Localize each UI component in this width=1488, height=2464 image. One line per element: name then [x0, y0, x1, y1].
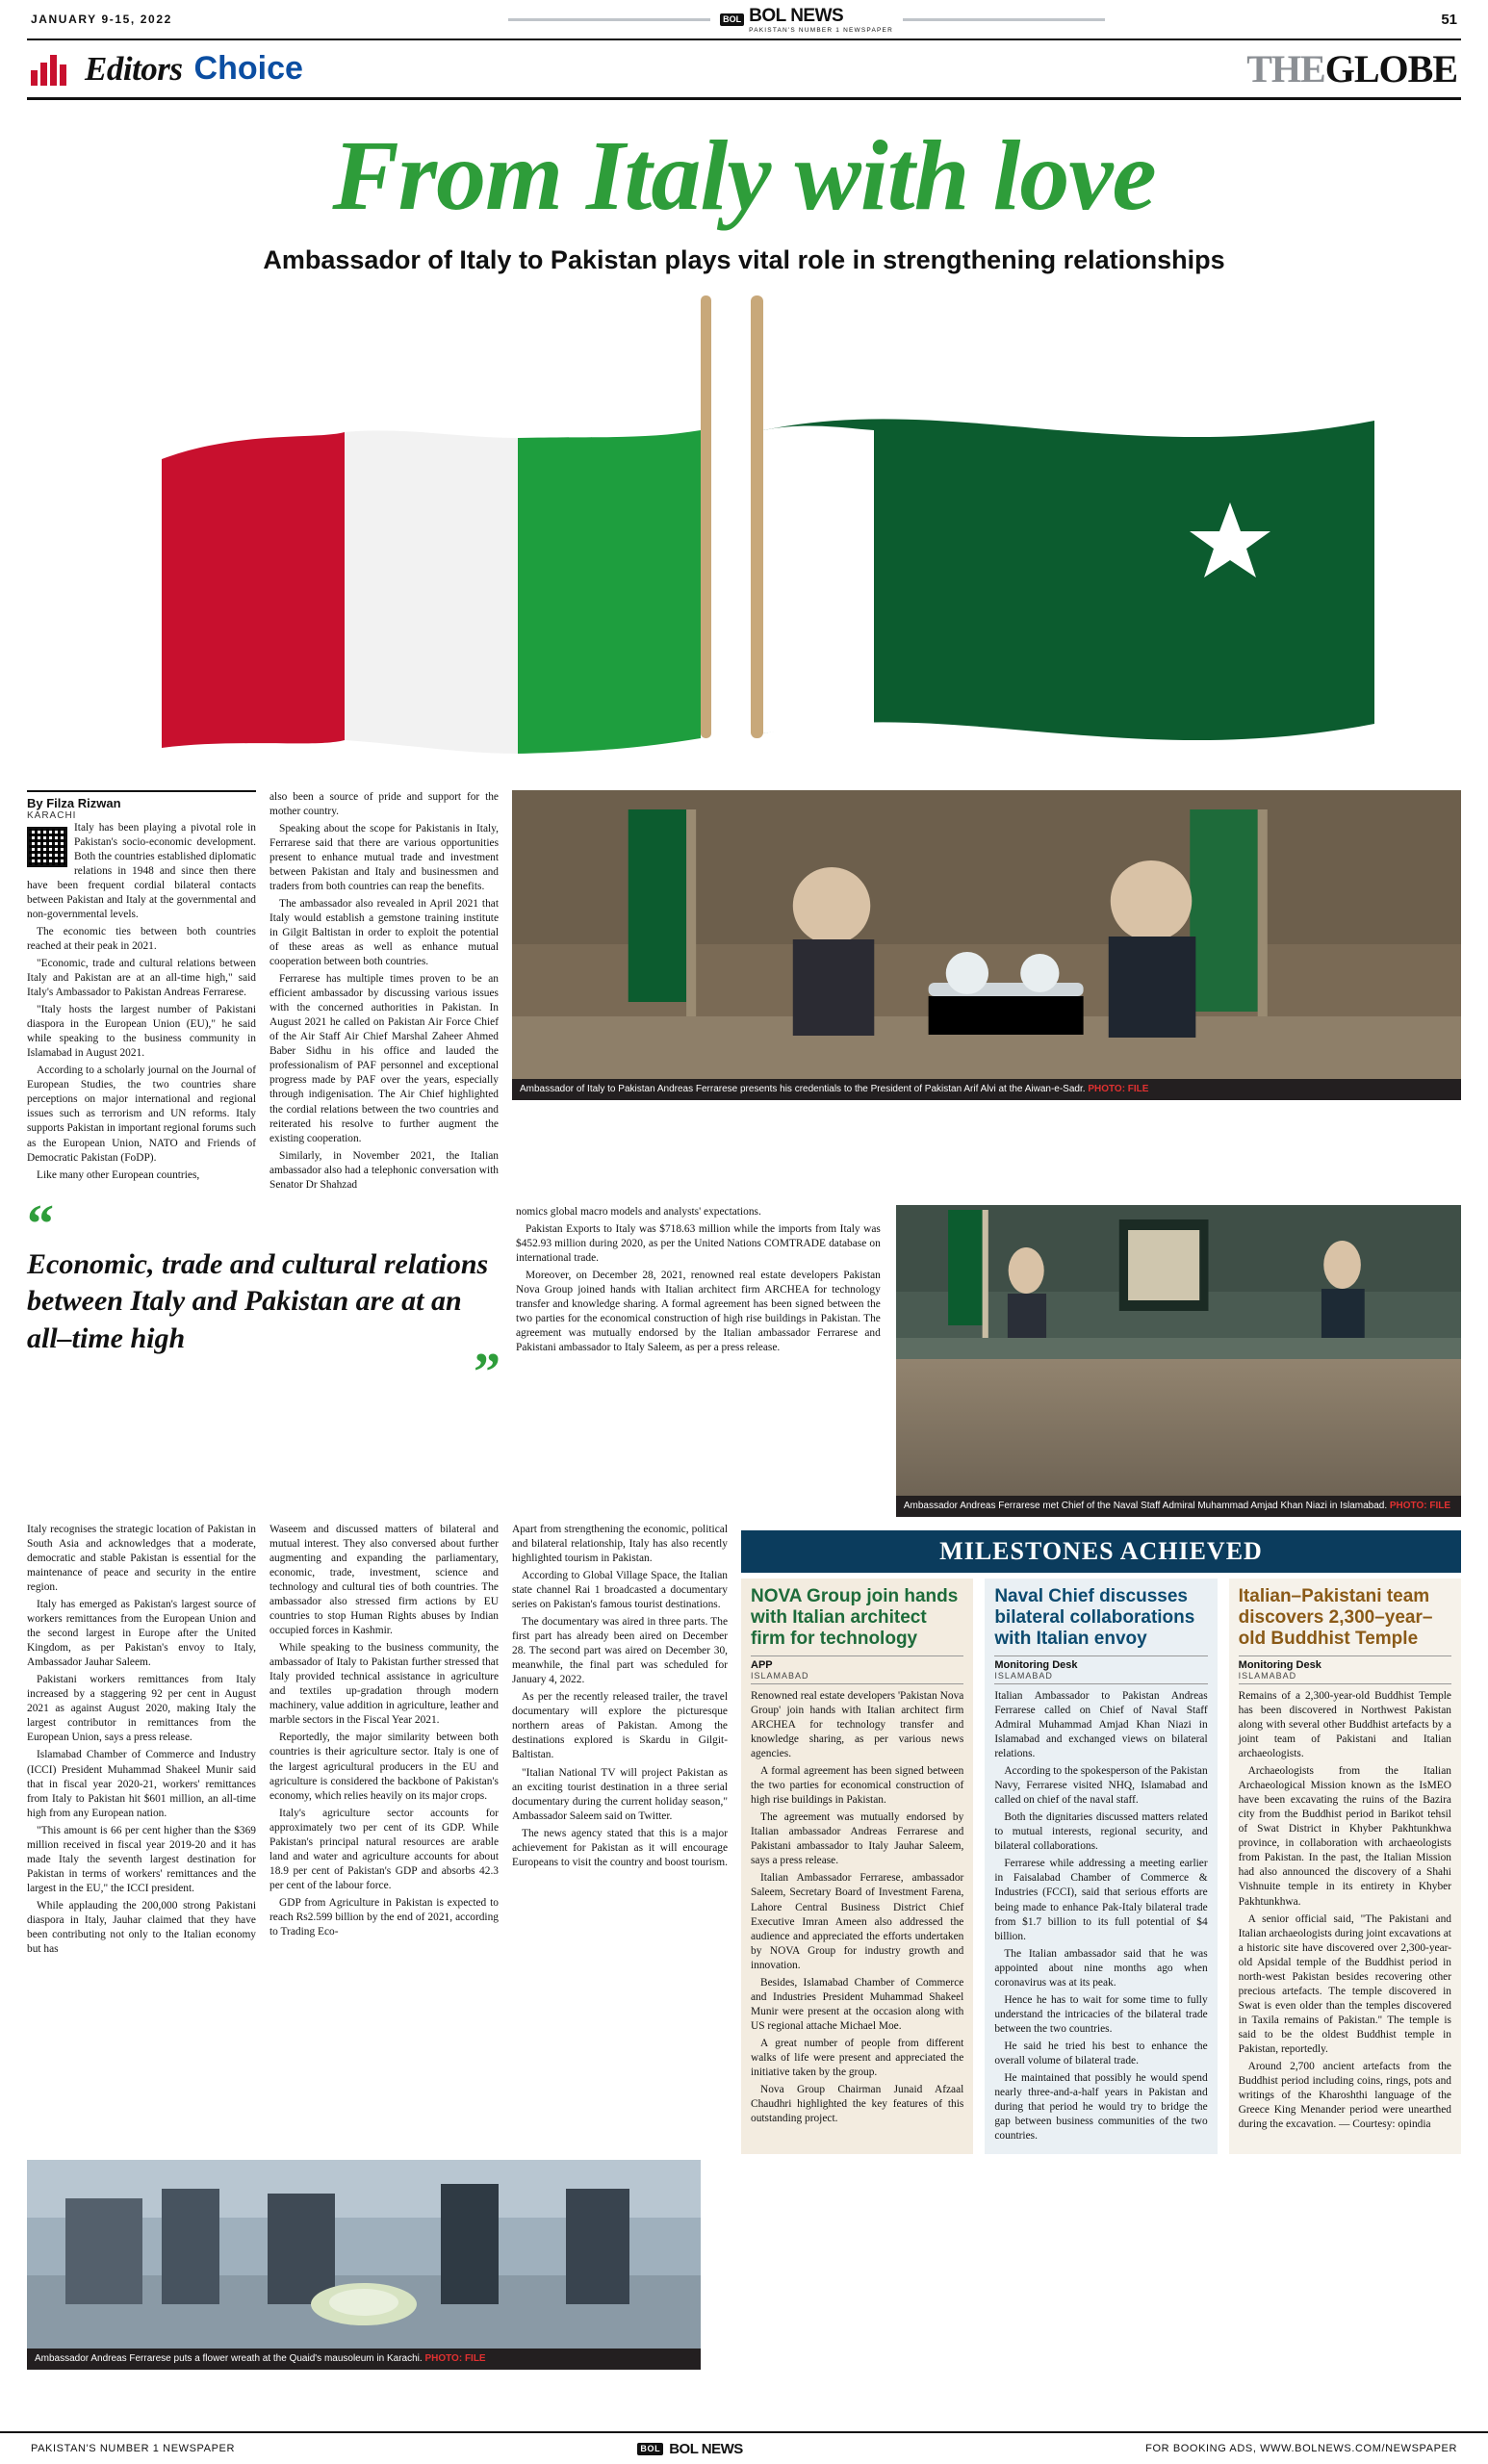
- story-column-1: [27, 790, 256, 1195]
- paragraph: Renowned real estate developers 'Pakistan Nova Group' join hands with Italian architect firm ARCHEA for technology transfer and knowledge sharing, as per various news agencies.: [751, 1689, 964, 1760]
- milestone-title: Italian–Pakistani team discovers 2,300–year–old Buddhist Temple: [1238, 1585, 1433, 1649]
- caption-text: Ambassador Andreas Ferrarese puts a flower wreath at the Quaid's mausoleum in Karachi.: [35, 2353, 423, 2365]
- photo-block-3: [27, 2160, 701, 2370]
- bol-badge: BOL: [720, 13, 744, 26]
- byline: [27, 790, 256, 821]
- photo-wreath-mausoleum: [27, 2160, 701, 2348]
- bol-wordmark-footer: BOL NEWS: [669, 2440, 743, 2457]
- paragraph: nomics global macro models and analysts' expectations.: [516, 1205, 761, 1218]
- bolnews-logo: [720, 6, 893, 34]
- paragraph: Islamabad Chamber of Commerce and Industry (ICCI) President Muhammad Shakeel Munir said that in fiscal year 2020-21, workers' remittances from Italy to Pakistan hit $601 million, an all-time high from any European nation.: [27, 1749, 256, 1819]
- pullquote-block: [27, 1194, 500, 1517]
- page-footer: [0, 2431, 1488, 2464]
- paragraph: The news agency stated that this is a major achievement for Pakistan as it will encourage Europeans to visit the country and boost tourism.: [512, 1827, 728, 1868]
- paragraph: The agreement was mutually endorsed by Italian ambassador Andreas Ferrarese and Pakistani ambassador to Italy Jauhar Saleem, says a press release.: [751, 1811, 964, 1867]
- paragraph: Italy has been playing a pivotal role in Pakistan's socio-economic development. Both the countries established diplomatic relations in 1948 and since then there have been frequent cordial bilateral contacts between Pakistan and Italy at the governmental and non-governmental levels.: [27, 821, 256, 920]
- milestone-card-naval: [985, 1578, 1217, 2155]
- top-bar: [27, 0, 1461, 40]
- milestone-title: NOVA Group join hands with Italian architect firm for technology: [751, 1585, 959, 1649]
- paragraph: Besides, Islamabad Chamber of Commerce and Industries President Muhammad Shakeel Munir were present at the occasion along with US regional attache Michael Moe.: [751, 1976, 964, 2032]
- footer-right: FOR BOOKING ADS, WWW.BOLNEWS.COM/NEWSPAPER: [1145, 2443, 1457, 2454]
- paragraph: A formal agreement has been signed between the two parties for economical construction of high rise buildings in Pakistan.: [751, 1765, 964, 1807]
- section-title-choice: Choice: [193, 50, 303, 87]
- photo-block-2: [896, 1205, 1461, 1517]
- caption-credit: PHOTO: FILE: [1389, 1500, 1451, 1511]
- section-title-editors: Editors: [85, 49, 183, 88]
- caption-text: Ambassador of Italy to Pakistan Andreas Ferrarese presents his credentials to the President of Pakistan Arif Alvi at the Aiwan-e-Sadr.: [520, 1083, 1086, 1094]
- photo-naval-chief-meeting: [896, 1205, 1461, 1496]
- story-top: [27, 790, 1461, 1195]
- milestone-source: [751, 1656, 963, 1684]
- top-bar-center: [172, 6, 1441, 34]
- paragraph: He said he tried his best to enhance the overall volume of bilateral trade.: [994, 2040, 1208, 2066]
- paragraph: The documentary was aired in three parts. The first part has already been aired on December 28. The second part was aired on December 30, meanwhile, the final part was scheduled for January 4, 2022.: [512, 1616, 728, 1686]
- headline-block: [27, 100, 1461, 278]
- source-name: Monitoring Desk: [1238, 1658, 1321, 1671]
- section-masthead: [27, 40, 1461, 100]
- footer-left: PAKISTAN'S NUMBER 1 NEWSPAPER: [31, 2443, 236, 2454]
- page-number: 51: [1441, 11, 1457, 28]
- story2-column-3: [512, 1523, 728, 2155]
- caption-credit: PHOTO: FILE: [424, 2353, 486, 2365]
- bottom-row: [27, 2160, 1461, 2370]
- paragraph: GDP from Agriculture in Pakistan is expected to reach Rs2.599 billion by the end of 2021, according to Trading Eco-: [269, 1896, 499, 1938]
- paragraph: Italian Ambassador Ferrarese, ambassador Saleem, Secretary Board of Investment Farena, Lahore Central Business District Chief Executive Imran Ameen also addressed the audience and appreciated the efforts undertaken by NOVA Group for industry growth and innovation.: [751, 1872, 964, 1971]
- paragraph: As per the recently released trailer, the travel documentary will explore the picturesque northern areas of Pakistan. Among the destinations explored is Skardu in Gilgit-Baltistan.: [512, 1691, 728, 1761]
- rule-right: [903, 18, 1105, 21]
- paragraph: According to a scholarly journal on the Journal of European Studies, the two countries share perceptions on major international and regional issues such as terrorism and UN reforms. Italy supports Pakistan in important regional forums such as the European Union, NATO and Friends of Democratic Pakistan (FoDP).: [27, 1065, 256, 1164]
- story2-column-1: [27, 1523, 256, 2155]
- caption-text: Ambassador Andreas Ferrarese met Chief of the Naval Staff Admiral Muhammad Amjad Khan Niazi in Islamabad.: [903, 1500, 1388, 1511]
- paragraph: Reportedly, the major similarity between both countries is their agriculture sector. Italy is one of the largest agricultural producers in the EU and agriculture is considered the backbone of Pakistan's economy, which relies heavily on its major crops.: [269, 1732, 499, 1802]
- source-city: ISLAMABAD: [1238, 1670, 1297, 1681]
- source-name: Monitoring Desk: [994, 1658, 1078, 1671]
- story-continued: [27, 1523, 1461, 2155]
- bol-wordmark: BOL NEWS: [749, 5, 844, 26]
- paragraph: "Italy hosts the largest number of Pakistani diaspora in the European Union (EU)," he said while speaking to the business community in Islamabad in August 2021.: [27, 1004, 256, 1060]
- rule-left: [508, 18, 710, 21]
- pullquote-row: [27, 1194, 1461, 1517]
- milestones-columns: [741, 1578, 1461, 2155]
- masthead-left: [31, 50, 303, 89]
- paragraph: Hence he has to wait for some time to fully understand the intricacies of the bilateral trade between the two countries.: [994, 1993, 1208, 2035]
- photo-art-1: [512, 790, 1461, 1079]
- paragraph: Pakistani workers remittances from Italy increased by a staggering 92 per cent in August 2021 as against August 2020, making Italy the largest contributor in remittances from the European Union, says a press release.: [27, 1674, 256, 1744]
- flags-svg: [27, 286, 1461, 786]
- milestone-card-nova: [741, 1578, 973, 2155]
- paragraph: Ferrarese has multiple times proven to be an efficient ambassador by discussing various issues with the concerned authorities in Pakistan. In August 2021 he called on Pakistan Air Force Chief of the Air Staff Air Chief Marshal Zaheer Ahmed Baber Sidhu in his office and lauded the professionalism of PAF personnel and exceptional progress made by PAF over the years, especially through indigenisation. The Air Chief highlighted the cordial relations between the two countries and reiterated his resolve to further augment the existing cooperation.: [269, 973, 499, 1144]
- paragraph: Archaeologists from the Italian Archaeological Mission known as the IsMEO have been excavating the ruins of the Bazira city from the Buddhist period in Barikot tehsil of Swat District in Khyber Pakhtunkhwa province, in collaboration with archaeologists from Pakistan. In the past, the Italian Mission had also announced the discovery of a Shahi Vishnuite temple in its entirety in Khyber Pakhtunkhwa.: [1238, 1765, 1451, 1908]
- globe-the: THE: [1246, 47, 1325, 90]
- paragraph: Like many other European countries,: [37, 1168, 200, 1181]
- paragraph: The ambassador also revealed in April 2021 that Italy would establish a gemstone training institute in Gilgit Baltistan in order to exploit the potential of these areas as well as enhance mutual cooperation between both countries.: [269, 897, 499, 968]
- paragraph: While applauding the 200,000 strong Pakistani diaspora in Italy, Jauhar claimed that they have been contributing not only to the Italian economy but has: [27, 1899, 256, 1956]
- paragraph: Apart from strengthening the economic, political and bilateral relationship, Italy has also recently highlighted tourism in Pakistan.: [512, 1523, 728, 1564]
- photo-caption-2: [896, 1496, 1461, 1517]
- flags-illustration: [27, 286, 1461, 786]
- paragraph: Italy recognises the strategic location of Pakistan in South Asia and acknowledges that a moderate, democratic and stable Pakistan is essential for the maintenance of peace and security in the entire region.: [27, 1523, 256, 1593]
- photo-art-3: [27, 2160, 701, 2348]
- footer-logo: [637, 2441, 742, 2457]
- photo-caption-1: [512, 1079, 1461, 1100]
- quote-close-icon: ”: [474, 1342, 500, 1402]
- paragraph: According to the spokesperson of the Pakistan Navy, Ferrarese visited NHQ, Islamabad and called on chief of the naval staff.: [994, 1765, 1208, 1807]
- paragraph: The economic ties between both countries reached at their peak in 2021.: [27, 925, 256, 952]
- milestones-title: MILESTONES ACHIEVED: [741, 1530, 1461, 1573]
- paragraph: Nova Group Chairman Junaid Afzaal Chaudhri highlighted the key features of this outstanding project.: [751, 2084, 964, 2125]
- paragraph: A senior official said, "The Pakistani and Italian archaeologists during joint excavations at a historic site have discovered over 2,300-year-old Apsidal temple of the Buddhist period in north-west Pakistan besides recovering other precious artefacts. The temple discovered in Swat is even older than the temples discovered in Taxila remains of Pakistan." The temple is said to be the oldest Buddhist temple in Pakistan, reportedly.: [1238, 1912, 1451, 2055]
- paragraph: Ferrarese while addressing a meeting earlier in Faisalabad Chamber of Commerce & Industries (FCCI), said that serious efforts are being made to enhance Pak-Italy bilateral trade from $1.7 billion to its full potential of $4 billion.: [994, 1858, 1208, 1942]
- caption-credit: PHOTO: FILE: [1088, 1083, 1149, 1094]
- milestones-section: [741, 1523, 1461, 2155]
- photo-block-1: [512, 790, 1461, 1195]
- story-column-2: [269, 790, 499, 1195]
- paragraph: Italy has emerged as Pakistan's largest source of workers remittances from the European Union and the second largest in Europe after the United Kingdom, as per Pakistan's envoy to Italy, Ambassador Jauhar Saleem.: [27, 1599, 256, 1669]
- source-name: APP: [751, 1658, 773, 1671]
- pullquote-text: Economic, trade and cultural relations between Italy and Pakistan are at an all–time high: [27, 1247, 489, 1354]
- page-title: From Italy with love: [332, 120, 1156, 231]
- quote-open-icon: “: [27, 1194, 54, 1254]
- bol-tagline: PAKISTAN'S NUMBER 1 NEWSPAPER: [749, 26, 893, 34]
- globe-word: GLOBE: [1324, 47, 1457, 90]
- photo-caption-3: [27, 2348, 701, 2370]
- paragraph: Waseem and discussed matters of bilateral and mutual interest. They also conversed about further augmenting and expanding the parliamentary, economic, trade, investment, science and technology and cultural ties of both countries. The ambassador also stressed firm actions by EU countries to stop Human Rights abuses by Indian occupied forces in Kashmir.: [269, 1523, 499, 1637]
- source-city: ISLAMABAD: [994, 1670, 1053, 1681]
- paragraph: A great number of people from different walks of life were present and appreciated the initiative taken by the group.: [751, 2037, 964, 2079]
- byline-city: KARACHI: [27, 809, 77, 821]
- photo-art-2: [896, 1205, 1461, 1359]
- bol-badge-footer: BOL: [637, 2443, 663, 2455]
- paragraph: Both the dignitaries discussed matters related to mutual interests, regional security, and bilateral collaborations.: [994, 1811, 1208, 1853]
- milestone-source: [994, 1656, 1207, 1684]
- photo-credentials-ceremony: [512, 790, 1461, 1079]
- paragraph: also been a source of pride and support for the mother country.: [269, 790, 499, 817]
- byline-author: By Filza Rizwan: [27, 795, 121, 810]
- paragraph: "Economic, trade and cultural relations between Italy and Pakistan are at an all-time high," said Italy's Ambassador to Pakistan Andreas Ferrarese.: [27, 957, 256, 999]
- paragraph: Moreover, on December 28, 2021, renowned real estate developers Pakistan Nova Group joined hands with Italian architect firm ARCHEA for technology transfer and knowledge sharing. A formal agreement has been signed between the two parties for the economical construction of high rise buildings in Pakistan. The agreement was mutually endorsed by the Italian ambassador Ferrarese and Pakistani ambassador to Italy Saleem, as per a press release.: [516, 1269, 881, 1354]
- paragraph: Around 2,700 ancient artefacts from the Buddhist period including coins, rings, pots and writings of the Kharoshthi language of the Greece King Menander period were unearthed during the excavation. — Courtesy: opindia: [1238, 2061, 1451, 2131]
- paragraph: He maintained that possibly he would spend nearly three-and-a-half years in Pakistan and during that period he would try to bridge the gap between business communities of the two countries.: [994, 2072, 1208, 2143]
- paragraph: Remains of a 2,300-year-old Buddhist Temple has been discovered in Northwest Pakistan along with several other Buddhist artefacts by a joint team of Pakistani and Italian archaeologists.: [1238, 1689, 1451, 1760]
- milestone-card-temple: [1229, 1578, 1461, 2155]
- issue-date: JANUARY 9-15, 2022: [31, 13, 172, 26]
- paragraph: The Italian ambassador said that he was appointed about nine months ago when coronavirus was at its peak.: [994, 1947, 1208, 1989]
- paragraph: Pakistan Exports to Italy was $718.63 million while the imports from Italy was $452.93 million during 2020, as per the United Nations COMTRADE database on international trade.: [516, 1222, 881, 1264]
- paragraph: Speaking about the scope for Pakistanis in Italy, Ferrarese said that there are various opportunities present to enhance mutual trade and investment between Pakistan and Italy and businessmen and traders from both countries can reap the benefits.: [269, 822, 499, 892]
- story2-column-2: [269, 1523, 499, 2155]
- paragraph: "Italian National TV will project Pakistan as an exciting tourist destination in a three serial documentary during the current holiday season," Ambassador Saleem said on Twitter.: [512, 1766, 728, 1822]
- paragraph: Italian Ambassador to Pakistan Andreas Ferrarese called on Chief of Naval Staff Admiral Muhammad Amjad Khan Niazi in Islamabad and exchanged views on bilateral relations.: [994, 1689, 1208, 1760]
- milestone-title: Naval Chief discusses bilateral collaborations with Italian envoy: [994, 1585, 1195, 1649]
- paragraph: While speaking to the business community, the ambassador of Italy to Pakistan further stressed that Italy provided technical assistance in agriculture and textiles up-gradation through modern machinery, value addition in agriculture, leather and marble sectors in the Fiscal Year 2021.: [269, 1642, 499, 1727]
- milestone-source: [1239, 1656, 1451, 1684]
- paragraph: Similarly, in November 2021, the Italian ambassador also had a telephonic conversation with Senator Dr Shahzad: [269, 1149, 499, 1191]
- page-subtitle: Ambassador of Italy to Pakistan plays vital role in strengthening relationships: [263, 245, 1225, 275]
- qr-code: [27, 827, 67, 867]
- paragraph: "This amount is 66 per cent higher than the $369 million received in fiscal year 2019-20 and it has made Italy the seventh largest destination for Pakistan in terms of workers' remittances and the largest in the EU," the ICCI president.: [27, 1824, 256, 1894]
- story-col3-top: [516, 1205, 881, 1517]
- paragraph: Italy's agriculture sector accounts for approximately two per cent of its GDP. While Pakistan's principal natural resources are arable land and water and agriculture accounts for about 18.9 per cent of Pakistan's GDP and absorbs 42.3 per cent of the labour force.: [269, 1807, 499, 1891]
- bars-icon: [31, 53, 73, 86]
- paragraph: According to Global Village Space, the Italian state channel Rai 1 broadcasted a documentary series on Pakistan's famous tourist destinations.: [512, 1569, 728, 1611]
- source-city: ISLAMABAD: [751, 1670, 809, 1681]
- globe-logo: [1246, 46, 1457, 91]
